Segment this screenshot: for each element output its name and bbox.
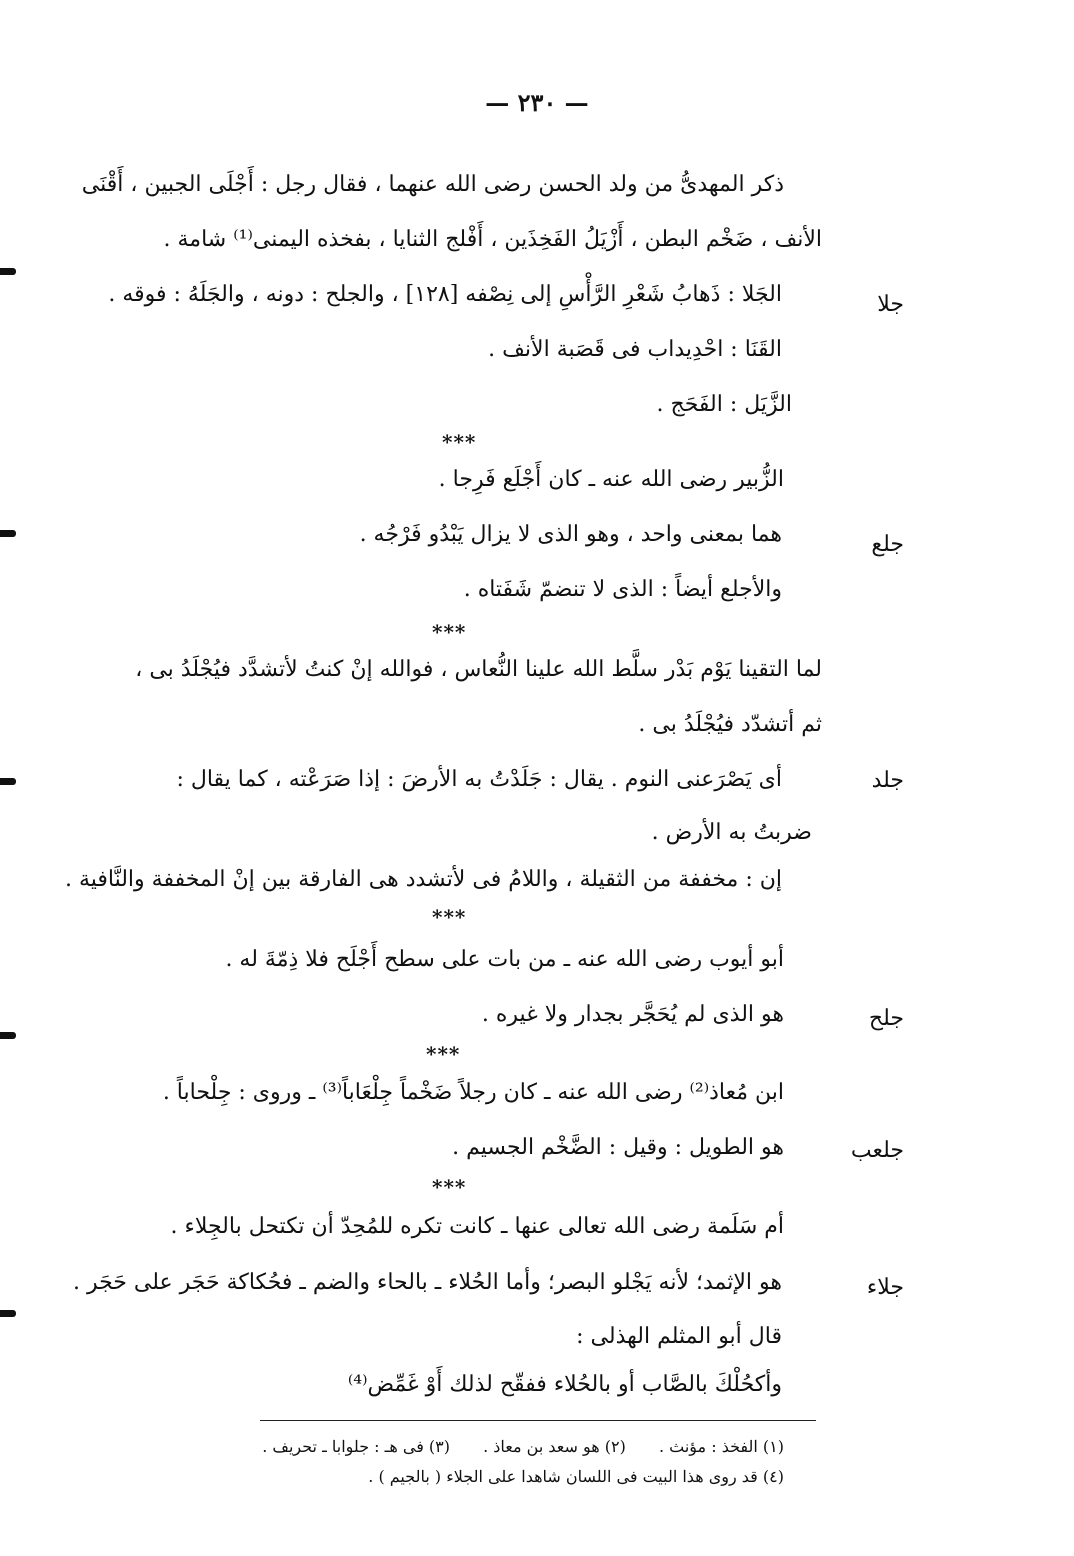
text-line-19: هو الإثمد؛ لأنه يَجْلو البصر؛ وأما الحُلاء ـ بالحاء والضم ـ فحُكاكة حَجَر على حَجَر . (72, 1270, 782, 1295)
text-line-15: هو الذى لم يُحَجَّر بجدار ولا غيره . (481, 1002, 784, 1027)
text-line-14: أبو أيوب رضى الله عنه ـ من بات على سطح أَجْلَح فلا ذِمّةَ له . (225, 947, 784, 972)
footnote-3: (٣) فى هـ : جلوابا ـ تحريف . (262, 1437, 451, 1456)
text-line-12: ضربتُ به الأرض . (651, 820, 812, 845)
footnotes-line-1 (234, 1436, 784, 1458)
separator-stars-5: *** (432, 1175, 467, 1199)
text-line-4: القَنَا : احْدِيداب فى قَصَبة الأنف . (488, 337, 782, 362)
separator-stars-2: *** (432, 620, 467, 644)
footnote-4: (٤) قد روى هذا البيت فى اللسان شاهدا على الجلاء ( بالجيم ) . (368, 1467, 784, 1486)
text-line-6: الزُّبير رضى الله عنه ـ كان أَجْلَع فَرِجا . (438, 467, 784, 492)
text-line-1: ذكر المهدىُّ من ولد الحسن رضى الله عنهما ، فقال رجل : أَجْلَى الجبين ، أَقْنَى (81, 172, 784, 197)
text-line-3: الجَلا : ذَهابُ شَعْرِ الرَّأْسِ إلى نِصْفه [١٢٨] ، والجلح : دونه ، والجَلَهُ : فوقه . (108, 282, 782, 307)
footnote-1: (١) الفخذ : مؤنث . (658, 1437, 784, 1456)
scan-edge-mark (0, 530, 16, 537)
text-line-9: لما التقينا يَوْم بَدْر سلَّط الله علينا النُّعاس ، فوالله إنْ كنتُ لأتشدَّد فيُجْلَدُ بى ، (135, 657, 822, 682)
text-line-10: ثم أتشدّد فيُجْلَدُ بى . (638, 712, 822, 737)
scan-edge-mark (0, 1032, 16, 1039)
text-line-11: أى يَصْرَعنى النوم . يقال : جَلَدْتُ به الأرضَ : إذا صَرَعْته ، كما يقال : (176, 767, 782, 792)
scan-edge-mark (0, 268, 16, 275)
text-line-18: أم سَلَمة رضى الله تعالى عنها ـ كانت تكره للمُحِدّ أن تكتحل بالجِلاء . (170, 1214, 784, 1239)
text-line-8: والأجلع أيضاً : الذى لا تنضمّ شَفَتاه . (463, 577, 782, 602)
text-line-7: هما بمعنى واحد ، وهو الذى لا يزال يَبْدُو فَرْجُه . (359, 522, 782, 547)
text-line-20: قال أبو المثلم الهذلى : (576, 1324, 782, 1349)
separator-stars-1: *** (442, 430, 477, 454)
text-line-2: الأنف ، ضَخْم البطن ، أَزْيَلُ الفَخِذَين ، أَفْلج الثنايا ، بفخذه اليمنى⁽¹⁾ شامة . (163, 227, 822, 252)
margin-word-jalad: جلد (871, 768, 904, 793)
page-number: — ٢٣٠ — (485, 88, 589, 117)
footnote-rule (260, 1420, 816, 1421)
margin-word-jala: جلا (877, 292, 904, 317)
text-line-17: هو الطويل : وقيل : الضَّخْم الجسيم . (452, 1135, 784, 1160)
footnotes-line-2 (368, 1466, 784, 1488)
separator-stars-3: *** (432, 905, 467, 929)
margin-word-jala3: جلع (871, 532, 904, 557)
margin-word-jalaa: جلاء (866, 1275, 904, 1300)
separator-stars-4: *** (426, 1042, 461, 1066)
margin-word-jalah: جلح (868, 1006, 904, 1031)
text-line-13: إن : مخففة من الثقيلة ، واللامُ فى لأتشدد هى الفارقة بين إنْ المخففة والنَّافية . (64, 867, 782, 892)
footnote-2: (٢) هو سعد بن معاذ . (483, 1437, 626, 1456)
text-line-5: الزَّيَل : الفَحَج . (656, 392, 792, 417)
scan-edge-mark (0, 778, 16, 785)
margin-word-jala3b: جلعب (850, 1138, 904, 1163)
scan-edge-mark (0, 1310, 16, 1317)
verse-line: وأكحُلْكَ بالصَّاب أو بالحُلاء ففقّح لذلك أَوْ غَمِّض⁽⁴⁾ (347, 1372, 782, 1397)
text-line-16: ابن مُعاذ⁽²⁾ رضى الله عنه ـ كان رجلاً ضَخْماً جِلْعَاباً⁽³⁾ ـ وروى : جِلْحاباً . (162, 1080, 784, 1105)
